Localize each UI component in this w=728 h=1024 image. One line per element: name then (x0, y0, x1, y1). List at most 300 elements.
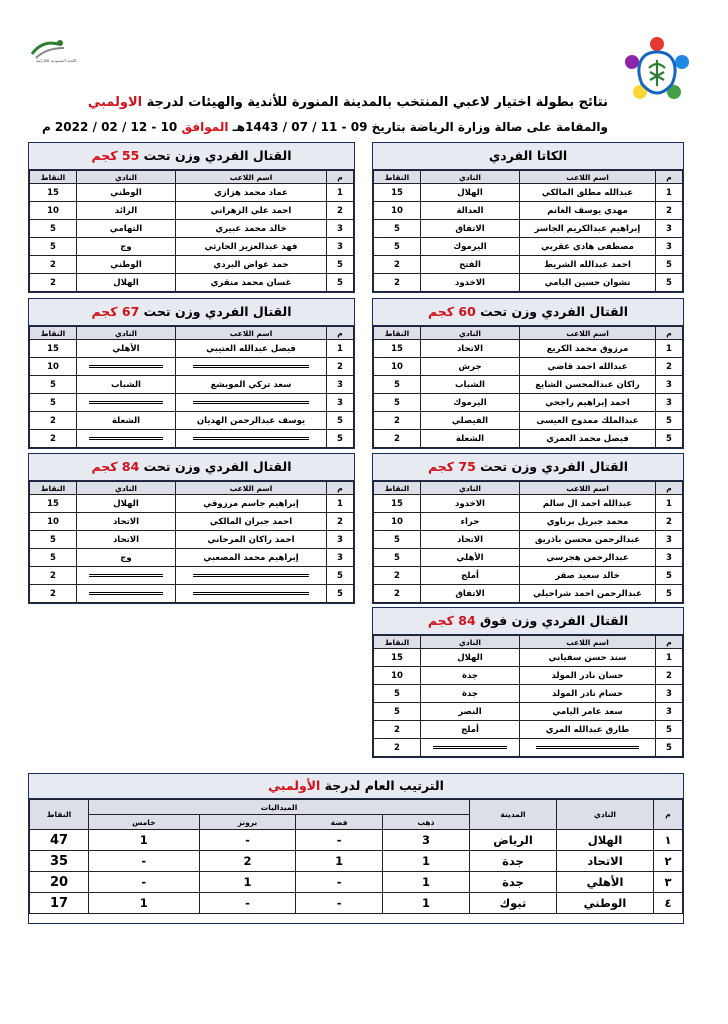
gen-cell-points: 20 (30, 872, 89, 893)
col-header-points: النقاط (374, 636, 421, 649)
cell-name: احمد جبران المالكي (176, 513, 327, 531)
box-title (373, 143, 683, 170)
general-ranking-table (29, 799, 683, 914)
cell-pts: 15 (374, 340, 421, 358)
box-weight: 75 كجم (427, 459, 476, 474)
cell-name: عبدالرحمن هجرسي (520, 549, 656, 567)
box-title-text: القتال الفردي وزن تحت (143, 304, 292, 319)
cell-club: الوطني (77, 256, 176, 274)
table-row (374, 412, 683, 430)
gen-cell-city: الرياض (470, 830, 557, 851)
empty-slot-line (193, 437, 308, 440)
cell-club: الرائد (77, 202, 176, 220)
table-row (374, 531, 683, 549)
cell-name: عبدالملك ممدوح العيسى (520, 412, 656, 430)
cell-club: الأهلي (77, 340, 176, 358)
cell-name: احمد علي الزهراني (176, 202, 327, 220)
col-header-no: م (327, 327, 354, 340)
cell-no: 5 (327, 567, 354, 585)
cell-no: 1 (327, 340, 354, 358)
cell-name: نشوان حسين اليامي (520, 274, 656, 292)
venue-highlight: الموافق (181, 120, 229, 134)
gen-cell-club: الوطني (557, 893, 654, 914)
cell-club: وج (77, 549, 176, 567)
col-header-club: النادي (421, 171, 520, 184)
empty-slot-line (193, 401, 308, 404)
table-row (30, 830, 683, 851)
table-row (374, 703, 683, 721)
gen-head-silver: فضة (296, 815, 383, 830)
cell-pts: 2 (374, 430, 421, 448)
gen-cell-club: الهلال (557, 830, 654, 851)
cell-club: الهلال (77, 274, 176, 292)
empty-slot-line (89, 574, 163, 577)
cell-club: العدالة (421, 202, 520, 220)
cell-pts: 15 (30, 340, 77, 358)
col-header-name: اسم اللاعب (176, 327, 327, 340)
results-box-u55 (28, 142, 355, 293)
gen-cell-no: ٣ (654, 872, 683, 893)
cell-no: 3 (656, 376, 683, 394)
results-table (29, 326, 354, 448)
gen-head-points: النقاط (30, 800, 89, 830)
title-highlight: الاولمبي (87, 95, 143, 110)
cell-no: 1 (327, 184, 354, 202)
cell-pts: 2 (30, 274, 77, 292)
table-row (374, 220, 683, 238)
col-header-club: النادي (421, 327, 520, 340)
empty-slot-line (193, 592, 308, 595)
cell-club: الفيصلي (421, 412, 520, 430)
cell-pts: 10 (374, 667, 421, 685)
cell-name: حسام نادر المولد (520, 685, 656, 703)
cell-name: مهدي يوسف الغانم (520, 202, 656, 220)
federation-logo (28, 38, 88, 78)
cell-name: فيصل محمد العمري (520, 430, 656, 448)
cell-name: عماد محمد هزازي (176, 184, 327, 202)
empty-slot-line (89, 365, 163, 368)
col-header-points: النقاط (374, 327, 421, 340)
table-row (374, 238, 683, 256)
results-box-u60 (372, 298, 684, 449)
cell-club: اليرموك (421, 394, 520, 412)
col-header-points: النقاط (30, 171, 77, 184)
cell-pts: 5 (374, 531, 421, 549)
ministry-logo-icon (616, 30, 698, 112)
box-title (373, 608, 683, 635)
cell-club: الأهلي (421, 549, 520, 567)
cell-no: 1 (656, 340, 683, 358)
gen-cell-fifth: - (89, 851, 200, 872)
cell-club: الاخدود (421, 274, 520, 292)
cell-club (421, 739, 520, 757)
cell-no: 2 (656, 513, 683, 531)
cell-club: النصر (421, 703, 520, 721)
cell-pts: 5 (30, 220, 77, 238)
cell-club: الاتفاق (421, 220, 520, 238)
cell-pts: 10 (374, 202, 421, 220)
table-row (30, 202, 354, 220)
gen-cell-city: جدة (470, 851, 557, 872)
cell-no: 3 (656, 703, 683, 721)
box-title (29, 299, 354, 326)
cell-name: سند حسن سفياني (520, 649, 656, 667)
cell-name (176, 585, 327, 603)
results-box-u67 (28, 298, 355, 449)
cell-no: 5 (656, 739, 683, 757)
cell-pts: 2 (30, 430, 77, 448)
table-row (30, 358, 354, 376)
gen-cell-points: 35 (30, 851, 89, 872)
cell-pts: 10 (30, 358, 77, 376)
table-row (374, 430, 683, 448)
cell-club: أملج (421, 721, 520, 739)
cell-no: 5 (327, 274, 354, 292)
table-row (374, 340, 683, 358)
cell-name: حمد عواض البردي (176, 256, 327, 274)
col-header-name: اسم اللاعب (520, 482, 656, 495)
federation-logo-icon (28, 38, 68, 60)
cell-name: احمد عبدالله الشريط (520, 256, 656, 274)
cell-pts: 2 (374, 274, 421, 292)
cell-name: احمد راكان المرحاني (176, 531, 327, 549)
empty-slot-line (536, 746, 639, 749)
gen-cell-bronze: - (199, 830, 296, 851)
box-title-text: القتال الفردي وزن تحت (480, 304, 629, 319)
gen-cell-no: ١ (654, 830, 683, 851)
cell-name: عبدالله احمد قاضي (520, 358, 656, 376)
gen-cell-gold: 3 (382, 830, 469, 851)
col-header-club: النادي (421, 482, 520, 495)
cell-no: 3 (656, 220, 683, 238)
cell-club: الهلال (421, 184, 520, 202)
gen-cell-bronze: 2 (199, 851, 296, 872)
cell-name (176, 430, 327, 448)
results-table (373, 635, 683, 757)
cell-pts: 10 (30, 513, 77, 531)
cell-no: 3 (327, 394, 354, 412)
table-row (374, 202, 683, 220)
gen-cell-club: الأهلي (557, 872, 654, 893)
cell-name: طارق عبدالله المري (520, 721, 656, 739)
cell-no: 3 (327, 531, 354, 549)
gen-head-bronze: برونز (199, 815, 296, 830)
cell-club (77, 567, 176, 585)
gen-cell-no: ٤ (654, 893, 683, 914)
cell-pts: 2 (374, 567, 421, 585)
table-row (374, 721, 683, 739)
col-header-club: النادي (77, 482, 176, 495)
gen-cell-city: جدة (470, 872, 557, 893)
gen-cell-silver: - (296, 872, 383, 893)
cell-name: إبراهيم جاسم مرزوقي (176, 495, 327, 513)
gen-cell-gold: 1 (382, 893, 469, 914)
gen-cell-silver: 1 (296, 851, 383, 872)
federation-name: اللجنة السعودية للكاراتيه (36, 58, 77, 63)
cell-pts: 15 (374, 184, 421, 202)
table-row (30, 412, 354, 430)
cell-pts: 2 (374, 412, 421, 430)
cell-pts: 5 (374, 376, 421, 394)
gen-cell-city: تبوك (470, 893, 557, 914)
page-title (88, 95, 608, 110)
results-box-u75 (372, 453, 684, 604)
cell-pts: 2 (374, 739, 421, 757)
table-row (374, 376, 683, 394)
table-row (374, 358, 683, 376)
col-header-points: النقاط (374, 171, 421, 184)
col-header-club: النادي (77, 327, 176, 340)
gen-cell-gold: 1 (382, 872, 469, 893)
empty-slot-line (193, 574, 308, 577)
box-title-text: القتال الفردي وزن تحت (480, 459, 629, 474)
box-title (29, 143, 354, 170)
table-row (374, 667, 683, 685)
table-row (374, 685, 683, 703)
box-weight: 84 كجم (427, 613, 476, 628)
col-header-points: النقاط (30, 327, 77, 340)
empty-slot-line (193, 365, 308, 368)
general-title-text: الترتيب العام لدرجة (324, 778, 444, 793)
table-row (30, 531, 354, 549)
cell-name: راكان عبدالمحسن الشايع (520, 376, 656, 394)
cell-pts: 10 (30, 202, 77, 220)
gen-head-city: المدينة (470, 800, 557, 830)
gen-head-no: م (654, 800, 683, 830)
cell-no: 5 (656, 274, 683, 292)
venue-line (42, 120, 608, 134)
col-header-no: م (656, 327, 683, 340)
cell-no: 1 (327, 495, 354, 513)
cell-no: 3 (656, 238, 683, 256)
gen-head-fifth: خامس (89, 815, 200, 830)
cell-pts: 5 (374, 220, 421, 238)
table-row (30, 893, 683, 914)
box-title-text: القتال الفردي وزن تحت (143, 148, 292, 163)
table-row (30, 394, 354, 412)
col-header-points: النقاط (30, 482, 77, 495)
venue-text: والمقامة على صالة وزارة الرياضة بتاريخ 09 - 11 / 07 / 1443هـ (232, 120, 608, 134)
table-row (30, 495, 354, 513)
cell-club: الاتحاد (421, 531, 520, 549)
cell-club (77, 585, 176, 603)
cell-club: جرش (421, 358, 520, 376)
cell-name: عبدالرحمن احمد شراحيلي (520, 585, 656, 603)
table-row (30, 340, 354, 358)
cell-club: الاتحاد (77, 531, 176, 549)
gen-cell-bronze: 1 (199, 872, 296, 893)
cell-name: عبدالله مطلق المالكي (520, 184, 656, 202)
box-title-text: القتال الفردي وزن تحت (143, 459, 292, 474)
table-row (30, 256, 354, 274)
cell-no: 2 (656, 667, 683, 685)
gen-cell-fifth: - (89, 872, 200, 893)
box-title-text: القتال الفردي وزن فوق (480, 613, 629, 628)
cell-no: 1 (656, 184, 683, 202)
table-row (374, 274, 683, 292)
cell-name: حسان نادر المولد (520, 667, 656, 685)
cell-pts: 2 (30, 256, 77, 274)
table-row (374, 394, 683, 412)
cell-name: عبدالرحمن محسن باذريق (520, 531, 656, 549)
gen-head-medals: الميداليات (89, 800, 470, 815)
table-row (374, 739, 683, 757)
cell-pts: 2 (374, 585, 421, 603)
cell-pts: 2 (374, 721, 421, 739)
results-table (373, 481, 683, 603)
col-header-points: النقاط (374, 482, 421, 495)
cell-name (176, 567, 327, 585)
table-row (30, 184, 354, 202)
cell-club (77, 430, 176, 448)
gen-cell-gold: 1 (382, 851, 469, 872)
cell-name: مصطفى هادي عقربي (520, 238, 656, 256)
cell-club: التهامي (77, 220, 176, 238)
cell-no: 5 (327, 412, 354, 430)
cell-no: 1 (656, 495, 683, 513)
col-header-no: م (327, 171, 354, 184)
cell-pts: 5 (30, 376, 77, 394)
cell-name (176, 394, 327, 412)
cell-name: عبدالله احمد ال سالم (520, 495, 656, 513)
cell-club: أملج (421, 567, 520, 585)
empty-slot-line (89, 401, 163, 404)
cell-no: 2 (327, 513, 354, 531)
cell-name: خالد سعيد صقر (520, 567, 656, 585)
cell-no: 3 (656, 549, 683, 567)
col-header-no: م (656, 482, 683, 495)
cell-no: 5 (656, 585, 683, 603)
cell-name: إبراهيم محمد المصعبي (176, 549, 327, 567)
col-header-name: اسم اللاعب (520, 327, 656, 340)
cell-club: الشعلة (421, 430, 520, 448)
cell-pts: 15 (374, 649, 421, 667)
box-title (373, 299, 683, 326)
cell-no: 3 (656, 531, 683, 549)
gen-head-club: النادي (557, 800, 654, 830)
cell-no: 5 (656, 412, 683, 430)
cell-name: سعد عامر اليامي (520, 703, 656, 721)
cell-club: الهلال (77, 495, 176, 513)
table-row (374, 649, 683, 667)
results-table (29, 481, 354, 603)
cell-pts: 10 (374, 358, 421, 376)
gen-cell-fifth: 1 (89, 893, 200, 914)
cell-pts: 2 (30, 567, 77, 585)
table-row (30, 567, 354, 585)
empty-slot-line (89, 592, 163, 595)
gen-cell-no: ٢ (654, 851, 683, 872)
cell-pts: 2 (30, 585, 77, 603)
cell-name: سعد تركي المويشع (176, 376, 327, 394)
cell-no: 5 (656, 567, 683, 585)
cell-pts: 5 (374, 685, 421, 703)
cell-pts: 5 (374, 238, 421, 256)
cell-no: 3 (327, 549, 354, 567)
col-header-no: م (327, 482, 354, 495)
cell-no: 5 (656, 256, 683, 274)
table-row (374, 567, 683, 585)
cell-no: 3 (327, 220, 354, 238)
gen-head-gold: ذهب (382, 815, 469, 830)
empty-slot-line (433, 746, 507, 749)
cell-name: إبراهيم عبدالكريم الجاسر (520, 220, 656, 238)
cell-no: 5 (656, 430, 683, 448)
cell-name (176, 358, 327, 376)
col-header-club: النادي (421, 636, 520, 649)
col-header-name: اسم اللاعب (176, 482, 327, 495)
cell-name: غسان محمد منقري (176, 274, 327, 292)
gen-cell-points: 47 (30, 830, 89, 851)
table-row (374, 184, 683, 202)
cell-club: الوطني (77, 184, 176, 202)
general-ranking-title (29, 774, 683, 799)
table-row (30, 585, 354, 603)
table-row (30, 872, 683, 893)
results-table (373, 326, 683, 448)
gen-cell-points: 17 (30, 893, 89, 914)
cell-club: جدة (421, 685, 520, 703)
results-table (29, 170, 354, 292)
cell-name (520, 739, 656, 757)
cell-no: 1 (656, 649, 683, 667)
table-row (30, 376, 354, 394)
cell-pts: 15 (30, 495, 77, 513)
table-row (374, 256, 683, 274)
cell-club: جدة (421, 667, 520, 685)
table-row (374, 513, 683, 531)
cell-pts: 5 (30, 238, 77, 256)
cell-club: الاخدود (421, 495, 520, 513)
box-weight: 67 كجم (91, 304, 140, 319)
gen-cell-silver: - (296, 830, 383, 851)
results-box-o84 (372, 607, 684, 758)
box-title-text: الكاتا الفردي (488, 148, 568, 163)
box-weight: 84 كجم (91, 459, 140, 474)
col-header-no: م (656, 171, 683, 184)
table-row (30, 851, 683, 872)
cell-name: احمد إبراهيم راجحي (520, 394, 656, 412)
cell-name: محمد جبريل برناوي (520, 513, 656, 531)
cell-no: 5 (327, 256, 354, 274)
cell-name: مرزوق محمد الكريع (520, 340, 656, 358)
cell-pts: 2 (374, 256, 421, 274)
cell-club (77, 358, 176, 376)
cell-no: 3 (327, 376, 354, 394)
cell-club: وج (77, 238, 176, 256)
cell-club: الهلال (421, 649, 520, 667)
cell-pts: 5 (374, 703, 421, 721)
box-title (29, 454, 354, 481)
box-weight: 55 كجم (91, 148, 140, 163)
cell-no: 5 (327, 430, 354, 448)
cell-pts: 15 (374, 495, 421, 513)
table-row (30, 274, 354, 292)
cell-no: 2 (327, 202, 354, 220)
cell-no: 5 (327, 585, 354, 603)
cell-club: اليرموك (421, 238, 520, 256)
cell-no: 2 (656, 202, 683, 220)
cell-name: فيصل عبدالله العتيبي (176, 340, 327, 358)
cell-no: 3 (656, 685, 683, 703)
cell-no: 2 (656, 358, 683, 376)
col-header-name: اسم اللاعب (520, 171, 656, 184)
cell-pts: 10 (374, 513, 421, 531)
cell-club: الشباب (77, 376, 176, 394)
gen-cell-silver: - (296, 893, 383, 914)
results-table (373, 170, 683, 292)
cell-name: فهد عبدالعزيز الحارثي (176, 238, 327, 256)
